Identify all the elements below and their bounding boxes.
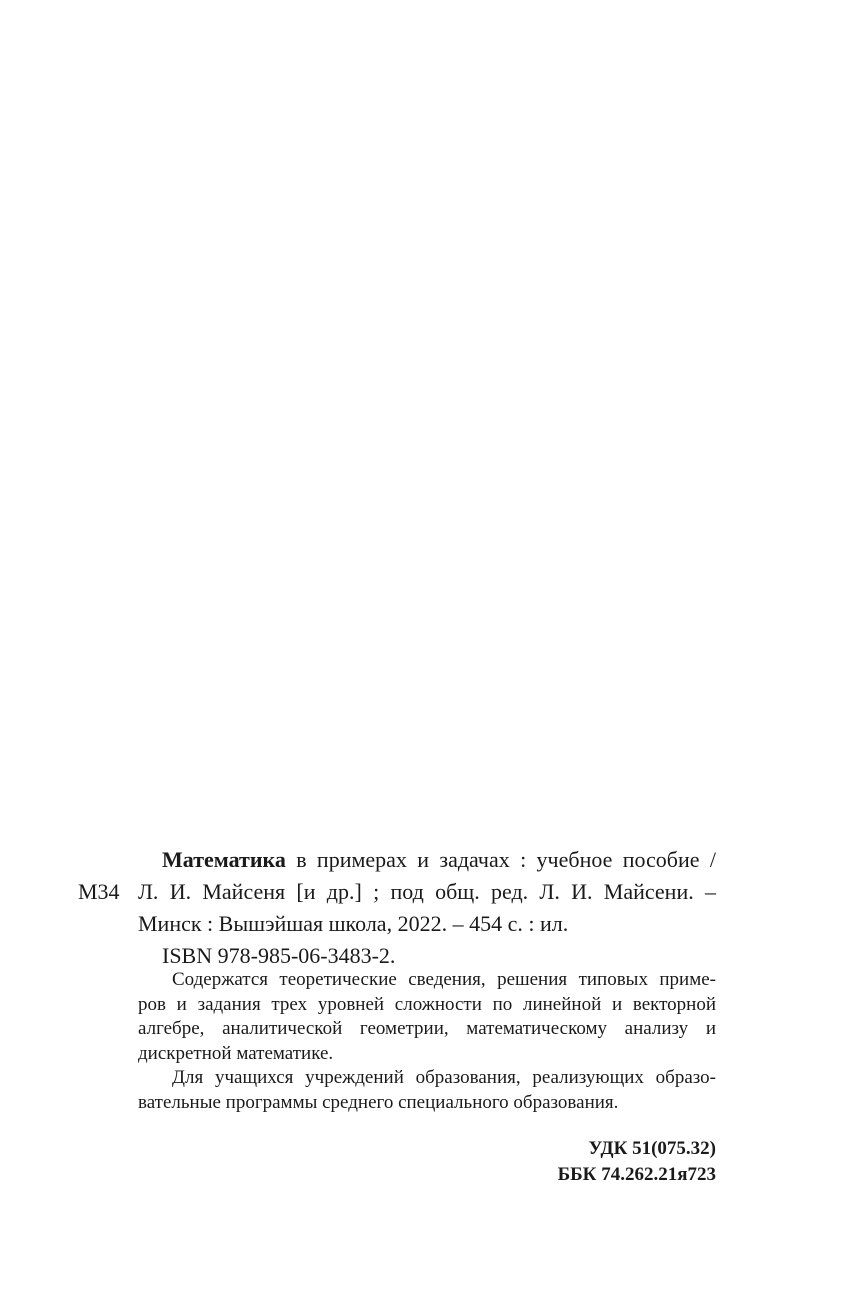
annotation-line: дискретной математике. <box>138 1042 334 1064</box>
bbk-code: ББК 74.262.21я723 <box>557 1164 716 1185</box>
udk-code: УДК 51(075.32) <box>588 1138 716 1159</box>
annotation-line: ров и задания трех уровней сложности по линейной и векторной <box>138 993 716 1015</box>
author-mark: М34 <box>78 879 120 904</box>
record-line-2: Л. И. Майсеня [и др.] ; под общ. ред. Л. И. Майсени. – <box>138 879 716 904</box>
record-line-3: Минск : Вышэйшая школа, 2022. – 454 с. : ил. <box>138 911 569 936</box>
classification-codes <box>558 1136 716 1188</box>
book-title: Математика <box>162 847 286 872</box>
record-line-1 <box>138 844 716 876</box>
annotation-line: Для учащихся учреждений образования, реализующих образо- <box>172 1067 716 1088</box>
title-details: в примерах и задачах : учебное пособие / <box>285 847 716 872</box>
annotation-line: алгебре, аналитической геометрии, математическому анализу и <box>138 1018 716 1039</box>
annotation <box>138 968 716 1115</box>
annotation-line: вательные программы среднего специального образования. <box>138 1091 619 1113</box>
isbn: ISBN 978-985-06-3483-2. <box>162 943 396 968</box>
bibliographic-record <box>138 844 716 972</box>
annotation-line: Содержатся теоретические сведения, решения типовых приме- <box>172 969 716 990</box>
